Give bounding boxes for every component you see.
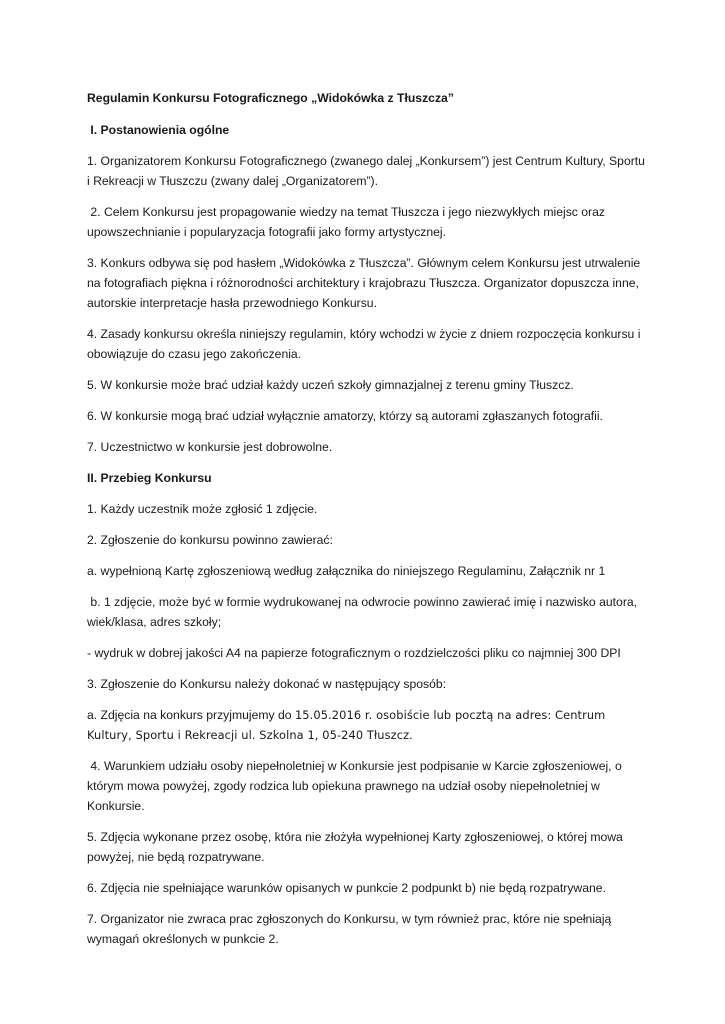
document-body bbox=[87, 88, 647, 960]
paragraph-2-4: 4. Warunkiem udziału osoby niepełnoletniej w Konkursie jest podpisanie w Karcie zgłoszeniowej, o którym mowa powyżej, zgody rodzica lub opiekuna prawnego na udział osoby niepełnoletniej w Konkursie. bbox=[87, 759, 622, 813]
section-heading-procedure: II. Przebieg Konkursu bbox=[87, 471, 212, 485]
paragraph-2-2: 2. Zgłoszenie do konkursu powinno zawierać: bbox=[87, 533, 333, 547]
paragraph-2-3: 3. Zgłoszenie do Konkursu należy dokonać w następujący sposób: bbox=[87, 677, 447, 691]
paragraph-2-1: 1. Każdy uczestnik może zgłosić 1 zdjęcie. bbox=[87, 502, 318, 516]
paragraph-1-4: 4. Zasady konkursu określa niniejszy regulamin, który wchodzi w życie z dniem rozpoczęcia konkursu i obowiązuje do czasu jego zakończenia. bbox=[87, 327, 641, 361]
paragraph-1-3: 3. Konkurs odbywa się pod hasłem „Widokówka z Tłuszcza”. Głównym celem Konkursu jest utrwalenie na fotografiach piękna i różnorodności architektury i krajobrazu Tłuszcza. Organizator dopuszcza inne, autorskie interpretacje hasła przewodniego Konkursu. bbox=[87, 256, 641, 310]
paragraph-2-3a-prefix: a. Zdjęcia na konkurs przyjmujemy do bbox=[87, 708, 295, 722]
paragraph-2-6: 6. Zdjęcia nie spełniające warunków opisanych w punkcie 2 podpunkt b) nie będą rozpatrywane. bbox=[87, 881, 606, 895]
paragraph-1-6: 6. W konkursie mogą brać udział wyłącznie amatorzy, którzy są autorami zgłaszanych fotografii. bbox=[87, 409, 603, 423]
paragraph-2-5: 5. Zdjęcia wykonane przez osobę, która nie złożyła wypełnionej Karty zgłoszeniowej, o której mowa powyżej, nie będą rozpatrywane. bbox=[87, 830, 623, 864]
paragraph-1-2: 2. Celem Konkursu jest propagowanie wiedzy na temat Tłuszcza i jego niezwykłych miejsc oraz upowszechnianie i popularyzacja fotografii jako formy artystycznej. bbox=[87, 205, 605, 239]
paragraph-2-3a-address: 15.05.2016 r. osobiście lub pocztą na adres: Centrum Kultury, Sportu i Rekreacji ul. Szkolna 1, 05-240 Tłuszcz. bbox=[87, 708, 606, 742]
paragraph-1-5: 5. W konkursie może brać udział każdy uczeń szkoły gimnazjalnej z terenu gminy Tłuszcz. bbox=[87, 378, 574, 392]
section-heading-general: I. Postanowienia ogólne bbox=[90, 123, 230, 137]
document-title: Regulamin Konkursu Fotograficznego „Widokówka z Tłuszcza” bbox=[87, 91, 454, 105]
paragraph-2-2b: b. 1 zdjęcie, może być w formie wydrukowanej na odwrocie powinno zawierać imię i nazwisko autora, wiek/klasa, adres szkoły; bbox=[87, 595, 638, 629]
paragraph-1-1: 1. Organizatorem Konkursu Fotograficznego (zwanego dalej „Konkursem”) jest Centrum Kultury, Sportu i Rekreacji w Tłuszczu (zwany dalej „Organizatorem”). bbox=[87, 154, 645, 188]
paragraph-2-2a: a. wypełnioną Kartę zgłoszeniową według załącznika do niniejszego Regulaminu, Załącznik nr 1 bbox=[87, 564, 606, 578]
paragraph-2-2b-print: - wydruk w dobrej jakości A4 na papierze fotograficznym o rozdzielczości pliku co najmniej 300 DPI bbox=[87, 646, 621, 660]
paragraph-1-7: 7. Uczestnictwo w konkursie jest dobrowolne. bbox=[87, 440, 333, 454]
paragraph-2-3a bbox=[87, 705, 647, 745]
paragraph-2-7: 7. Organizator nie zwraca prac zgłoszonych do Konkursu, w tym również prac, które nie spełniają wymagań określonych w punkcie 2. bbox=[87, 912, 612, 946]
